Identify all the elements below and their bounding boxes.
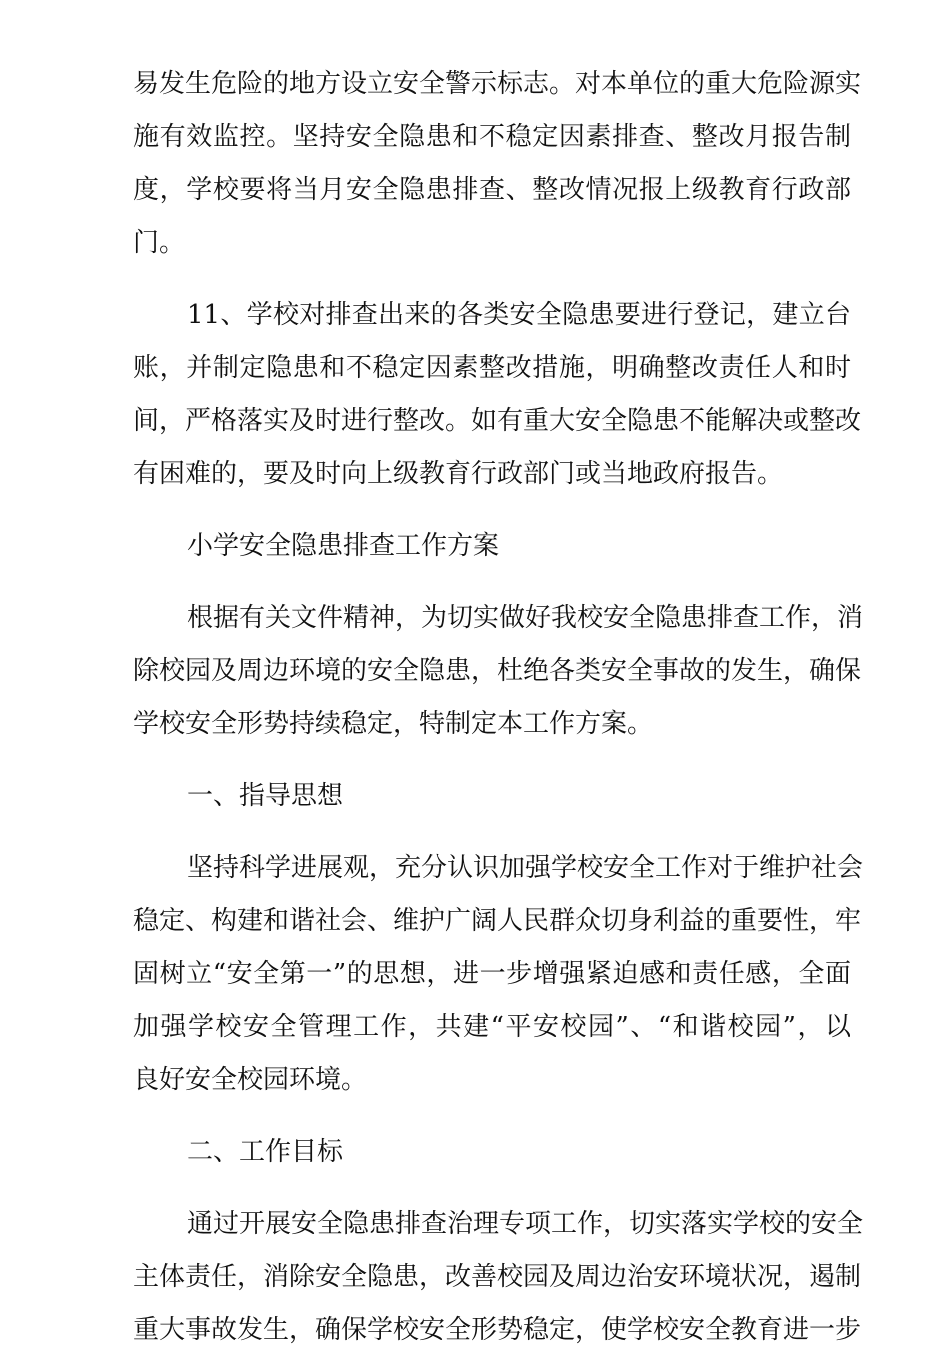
paragraph-work-goals xyxy=(133,1198,864,1357)
heading-guiding-ideology xyxy=(133,770,851,823)
heading-work-goals xyxy=(133,1126,851,1179)
paragraph-hazard-signs xyxy=(133,58,862,270)
text-line: 账，并制定隐患和不稳定因素整改措施，明确整改责任人和时 xyxy=(133,353,851,383)
text-line: 二、工作目标 xyxy=(187,1137,344,1167)
text-line: 良好安全校园环境。 xyxy=(133,1065,368,1095)
paragraph-guiding-ideology xyxy=(133,842,864,1107)
text-line: 主体责任，消除安全隐患，改善校园及周边治安环境状况，遏制 xyxy=(133,1262,862,1292)
text-line: 重大事故发生，确保学校安全形势稳定，使学校安全教育进一步 xyxy=(133,1315,862,1345)
paragraph-item-11 xyxy=(133,289,862,501)
text-line: 加强学校安全管理工作，共建“平安校园”、“和谐校园”，以 xyxy=(133,1012,851,1042)
text-line: 小学安全隐患排查工作方案 xyxy=(187,531,500,561)
text-line: 间，严格落实及时进行整改。如有重大安全隐患不能解决或整改 xyxy=(133,406,862,436)
text-line: 除校园及周边环境的安全隐患，杜绝各类安全事故的发生，确保 xyxy=(133,656,862,686)
section-title xyxy=(133,520,851,573)
text-line: 稳定、构建和谐社会、维护广阔人民群众切身利益的重要性，牢 xyxy=(133,906,862,936)
text-line: 通过开展安全隐患排查治理专项工作，切实落实学校的安全 xyxy=(187,1209,864,1239)
text-line: 11、学校对排查出来的各类安全隐患要进行登记，建立台 xyxy=(187,300,851,330)
text-line: 根据有关文件精神，为切实做好我校安全隐患排查工作，消 xyxy=(187,603,864,633)
text-line: 度，学校要将当月安全隐患排查、整改情况报上级教育行政部 xyxy=(133,175,851,205)
text-line: 门。 xyxy=(133,228,186,258)
text-line: 学校安全形势持续稳定，特制定本工作方案。 xyxy=(133,709,654,739)
document-body xyxy=(133,58,864,1357)
text-line: 一、指导思想 xyxy=(187,781,344,811)
text-line: 固树立“安全第一”的思想，进一步增强紧迫感和责任感，全面 xyxy=(133,959,851,989)
paragraph-intro xyxy=(133,592,864,751)
text-line: 坚持科学进展观，充分认识加强学校安全工作对于维护社会 xyxy=(187,853,864,883)
text-line: 施有效监控。坚持安全隐患和不稳定因素排查、整改月报告制 xyxy=(133,122,851,152)
text-line: 有困难的，要及时向上级教育行政部门或当地政府报告。 xyxy=(133,459,784,489)
text-line: 易发生危险的地方设立安全警示标志。对本单位的重大危险源实 xyxy=(133,69,862,99)
